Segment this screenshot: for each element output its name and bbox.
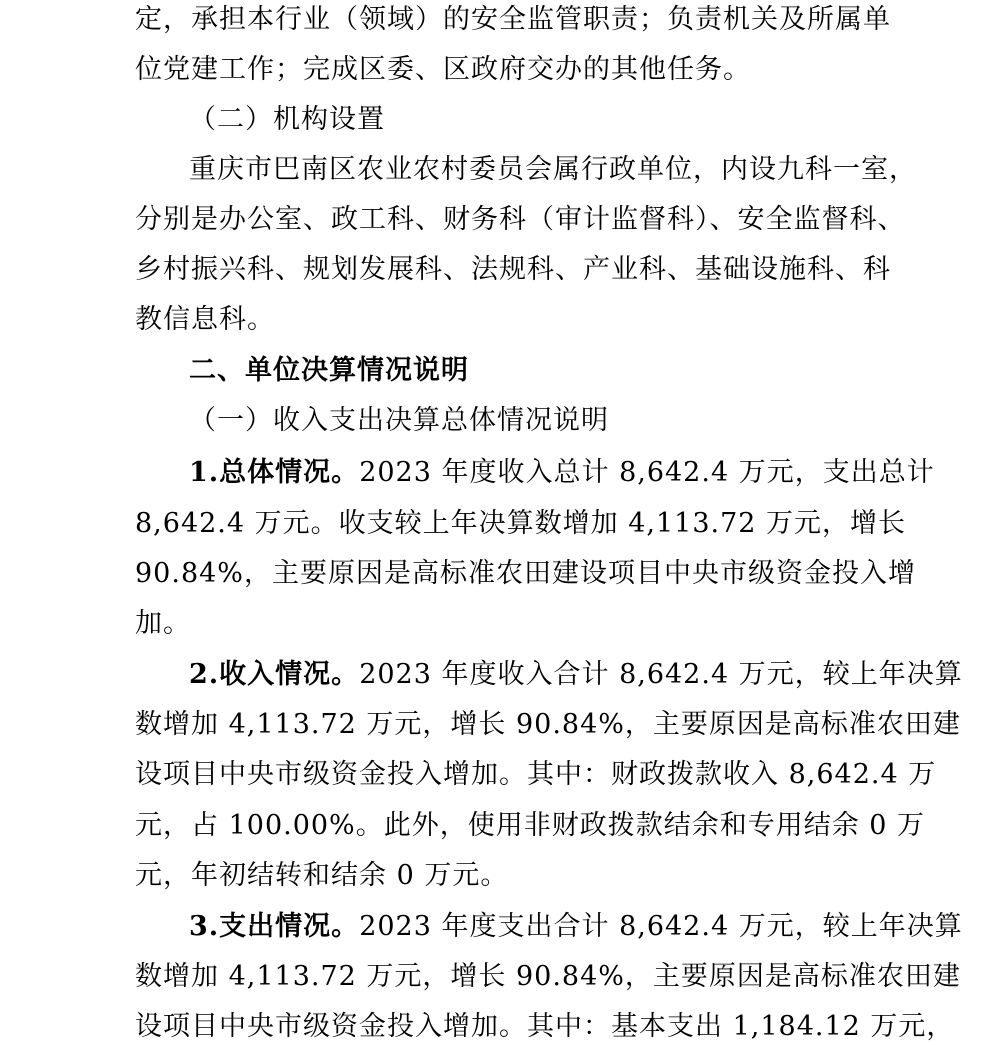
expense-line-2: 数增加 4,113.72 万元，增长 90.84%，主要原因是高标准农田建 bbox=[135, 961, 961, 992]
overall-line-1 bbox=[189, 455, 935, 491]
overall-line-1-rest: 2023 年度收入总计 8,642.4 万元，支出总计 bbox=[359, 457, 935, 488]
overall-line-2: 8,642.4 万元。收支较上年决算数增加 4,113.72 万元，增长 bbox=[135, 508, 907, 539]
income-lead: 2.收入情况。 bbox=[189, 659, 360, 690]
income-line-2: 数增加 4,113.72 万元，增长 90.84%，主要原因是高标准农田建 bbox=[135, 709, 961, 740]
income-line-5: 元，年初结转和结余 0 万元。 bbox=[135, 860, 509, 891]
org-line-2: 分别是办公室、政工科、财务科（审计监督科）、安全监督科、 bbox=[135, 204, 906, 235]
intro-line-1: 定，承担本行业（领域）的安全监管职责；负责机关及所属单 bbox=[135, 4, 891, 35]
org-line-1: 重庆市巴南区农业农村委员会属行政单位，内设九科一室， bbox=[189, 154, 917, 185]
intro-line-2: 位党建工作；完成区委、区政府交办的其他任务。 bbox=[135, 54, 751, 85]
income-line-1-rest: 2023 年度收入合计 8,642.4 万元，较上年决算 bbox=[359, 659, 963, 690]
income-line-3: 设项目中央市级资金投入增加。其中：财政拨款收入 8,642.4 万 bbox=[135, 759, 937, 790]
expense-lead: 3.支出情况。 bbox=[189, 911, 360, 942]
overall-line-3: 90.84%，主要原因是高标准农田建设项目中央市级资金投入增 bbox=[135, 558, 916, 589]
org-line-4: 教信息科。 bbox=[135, 304, 275, 335]
overall-lead: 1.总体情况。 bbox=[189, 457, 360, 488]
income-line-4: 元，占 100.00%。此外，使用非财政拨款结余和专用结余 0 万 bbox=[135, 810, 926, 841]
overall-line-4: 加。 bbox=[135, 608, 191, 639]
section-heading-org: （二）机构设置 bbox=[189, 104, 385, 135]
expense-line-1-rest: 2023 年度支出合计 8,642.4 万元，较上年决算 bbox=[359, 911, 963, 942]
expense-line-3: 设项目中央市级资金投入增加。其中：基本支出 1,184.12 万元， bbox=[135, 1011, 955, 1042]
org-line-3: 乡村振兴科、规划发展科、法规科、产业科、基础设施科、科 bbox=[135, 254, 891, 285]
section-heading-two: 二、单位决算情况说明 bbox=[189, 355, 469, 386]
subheading-income-expense: （一）收入支出决算总体情况说明 bbox=[189, 405, 609, 436]
expense-line-1 bbox=[189, 909, 963, 945]
income-line-1 bbox=[189, 657, 963, 693]
